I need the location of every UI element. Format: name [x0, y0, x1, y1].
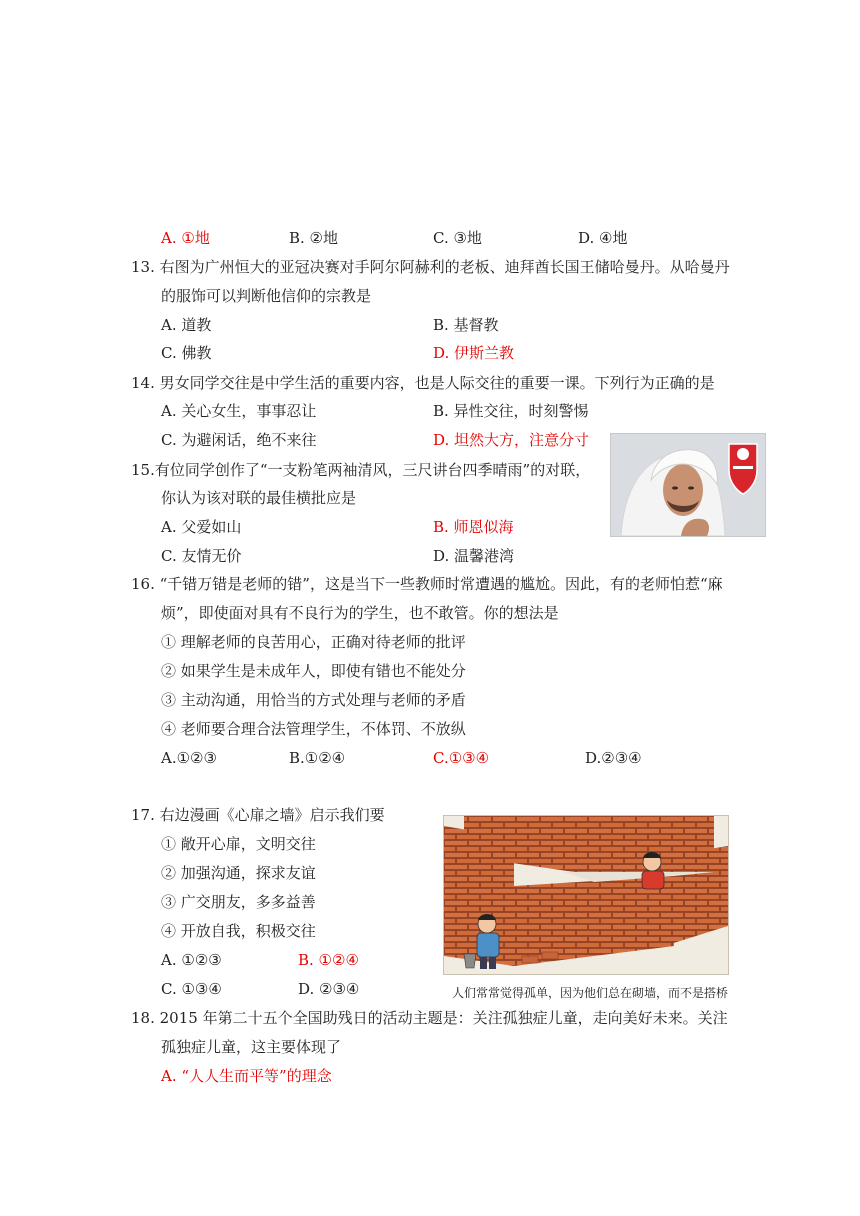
q16-stem-line2: 烦”，即使面对具有不良行为的学生，也不敢管。你的想法是 — [161, 604, 559, 622]
q17-item-3: ③ 广交朋友，多多益善 — [161, 893, 316, 911]
q16-option-c: C.①③④ — [433, 749, 490, 767]
q17-option-d: D. ②③④ — [298, 980, 360, 998]
q16-stem-line1: 16. “千错万错是老师的错”，这是当下一些教师时常遭遇的尴尬。因此，有的老师怕惹“麻 — [131, 575, 723, 593]
q13-option-a: A. 道教 — [161, 316, 212, 334]
brick-wall-illustration — [444, 816, 728, 974]
q17-item-2: ② 加强沟通，探求友谊 — [161, 864, 316, 882]
q15-stem-line2: 你认为该对联的最佳横批应是 — [161, 489, 357, 507]
q15-option-c: C. 友情无价 — [161, 547, 242, 565]
q16-option-b: B.①②④ — [289, 749, 346, 767]
q15-option-b: B. 师恩似海 — [433, 518, 514, 536]
q13-option-c: C. 佛教 — [161, 344, 212, 362]
q12-option-d: D. ④地 — [578, 229, 628, 247]
q16-option-a: A.①②③ — [161, 749, 217, 767]
q16-item-3: ③ 主动沟通，用恰当的方式处理与老师的矛盾 — [161, 691, 466, 709]
q13-option-d: D. 伊斯兰教 — [433, 344, 515, 362]
q17-option-b: B. ①②④ — [298, 951, 359, 969]
q18-option-a: A. “人人生而平等”的理念 — [161, 1067, 332, 1085]
q16-item-2: ② 如果学生是未成年人，即使有错也不能处分 — [161, 662, 466, 680]
q14-option-b: B. 异性交往，时刻警惕 — [433, 402, 589, 420]
q13-option-b: B. 基督教 — [433, 316, 499, 334]
sheikh-hamdan-photo — [610, 433, 766, 537]
q14-option-a: A. 关心女生，事事忍让 — [161, 402, 317, 420]
q16-item-1: ① 理解老师的良苦用心，正确对待老师的批评 — [161, 633, 466, 651]
q14-stem-line1: 14. 男女同学交往是中学生活的重要内容，也是人际交往的重要一课。下列行为正确的是 — [131, 374, 715, 392]
q14-option-d: D. 坦然大方，注意分寸 — [433, 431, 590, 449]
q16-option-d: D.②③④ — [585, 749, 642, 767]
q14-option-c: C. 为避闲话，绝不来往 — [161, 431, 317, 449]
club-crest-icon — [727, 440, 759, 496]
q18-stem-line2: 孤独症儿童，这主要体现了 — [161, 1038, 342, 1056]
q12-option-c: C. ③地 — [433, 229, 482, 247]
q18-stem-line1: 18. 2015 年第二十五个全国助残日的活动主题是：关注孤独症儿童，走向美好未来。关注 — [131, 1009, 728, 1027]
q17-stem-line1: 17. 右边漫画《心扉之墙》启示我们要 — [131, 806, 385, 824]
q15-option-a: A. 父爱如山 — [161, 518, 242, 536]
heart-wall-cartoon — [443, 815, 729, 975]
q13-stem-line2: 的服饰可以判断他信仰的宗教是 — [161, 287, 372, 305]
q12-option-b: B. ②地 — [289, 229, 339, 247]
q13-stem-line1: 13. 右图为广州恒大的亚冠决赛对手阿尔阿赫利的老板、迪拜酋长国王储哈曼丹。从哈曼丹 — [131, 258, 730, 276]
q17-item-1: ① 敞开心扉，文明交往 — [161, 835, 316, 853]
q17-option-c: C. ①③④ — [161, 980, 222, 998]
q16-item-4: ④ 老师要合理合法管理学生，不体罚、不放纵 — [161, 720, 466, 738]
q17-item-4: ④ 开放自我，积极交往 — [161, 922, 316, 940]
q15-option-d: D. 温馨港湾 — [433, 547, 515, 565]
q12-option-a: A. ①地 — [161, 229, 210, 247]
cartoon-caption: 人们常常觉得孤单，因为他们总在砌墙，而不是搭桥 — [452, 986, 729, 1000]
q17-option-a: A. ①②③ — [161, 951, 222, 969]
q15-stem-line1: 15.有位同学创作了“一支粉笔两袖清风，三尺讲台四季晴雨”的对联， — [131, 461, 591, 479]
